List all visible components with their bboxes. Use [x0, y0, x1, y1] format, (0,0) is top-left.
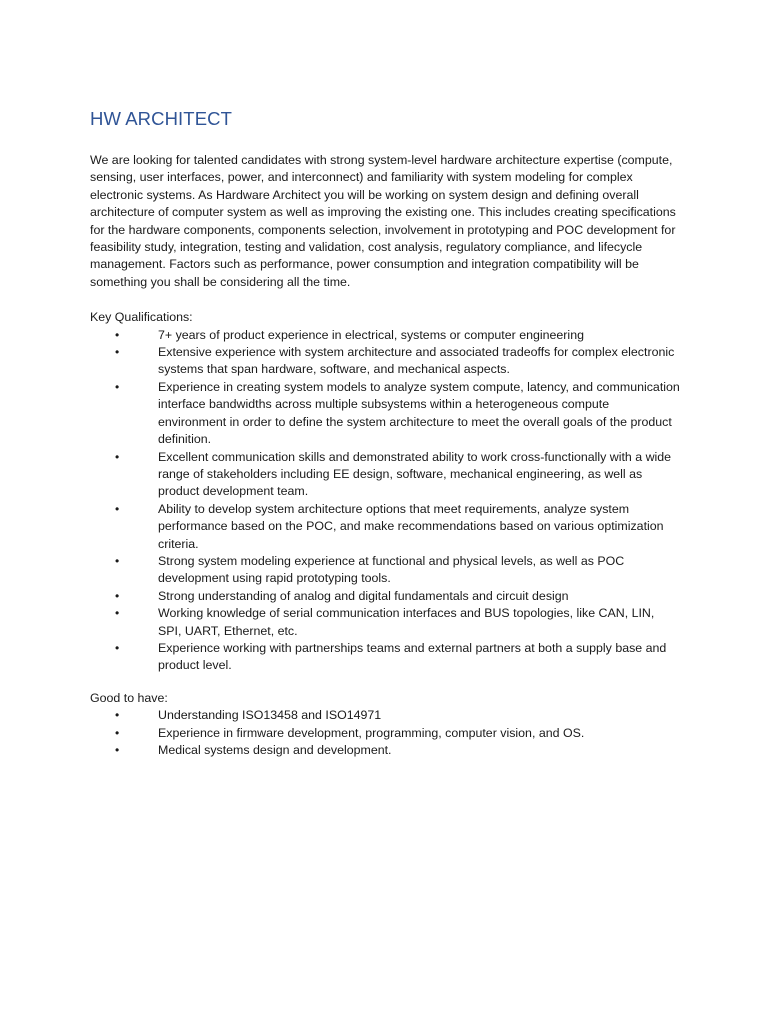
list-item-text: Excellent communication skills and demonstrated ability to work cross-functionally with a wide range of stakeholders including EE design, software, mechanical engineering, as well as product development team. [158, 449, 672, 499]
bullet-icon: • [115, 501, 120, 516]
list-item [90, 379, 680, 449]
key-qualifications-heading: Key Qualifications: [90, 310, 193, 325]
list-item-text: Ability to develop system architecture options that meet requirements, analyze system performance based on the POC, and make recommendations based on various optimization criteria. [158, 501, 664, 551]
good-to-have-heading: Good to have: [90, 690, 168, 705]
list-item [90, 742, 680, 759]
bullet-icon: • [115, 640, 120, 655]
good-to-have-list [90, 707, 690, 759]
list-item-text: Experience in firmware development, programming, computer vision, and OS. [158, 725, 585, 740]
list-item [90, 327, 680, 344]
list-item [90, 588, 680, 605]
bullet-icon: • [115, 743, 120, 757]
list-item-text: Experience working with partnerships teams and external partners at both a supply base and product level. [158, 640, 667, 673]
document-page [90, 108, 690, 774]
list-item-text: Strong understanding of analog and digital fundamentals and circuit design [158, 588, 569, 603]
intro-paragraph: We are looking for talented candidates with strong system-level hardware architecture expertise (compute, sensing, user interfaces, power, and interconnect) and familiarity with system modeling for complex electronic systems. As Hardware Architect you will be working on system design and defining overall architecture of computer system as well as improving the existing one. This includes creating specifications for the hardware components, components selection, involvement in prototyping and POC development for feasibility study, integration, testing and validation, cost analysis, regulatory compliance, and lifecycle management. Factors such as performance, power consumption and integration compatibility will be something you shall be considering all the time. [90, 153, 676, 289]
list-item-text: Working knowledge of serial communication interfaces and BUS topologies, like CAN, LIN, SPI, UART, Ethernet, etc. [158, 606, 655, 638]
list-item-text: Understanding ISO13458 and ISO14971 [158, 708, 382, 723]
list-item-text: Medical systems design and development. [158, 743, 392, 757]
list-item-text: Experience in creating system models to analyze system compute, latency, and communication interface bandwidths across multiple subsystems within a heterogeneous compute environment in order to define the system architecture to meet the overall goals of the product definition. [158, 379, 680, 447]
list-item [90, 725, 680, 742]
list-item [90, 501, 680, 553]
list-item [90, 640, 680, 675]
key-qualifications-list [90, 327, 690, 675]
list-item [90, 553, 680, 588]
list-item-text: 7+ years of product experience in electrical, systems or computer engineering [158, 327, 584, 342]
bullet-icon: • [115, 379, 120, 394]
list-item-text: Extensive experience with system architecture and associated tradeoffs for complex electronic systems that span hardware, software, and mechanical aspects. [158, 345, 675, 377]
list-item [90, 344, 680, 379]
bullet-icon: • [115, 725, 120, 740]
list-item [90, 707, 680, 724]
bullet-icon: • [115, 553, 120, 568]
bullet-icon: • [115, 327, 120, 342]
bullet-icon: • [115, 449, 120, 464]
list-item-text: Strong system modeling experience at functional and physical levels, as well as POC development using rapid prototyping tools. [158, 553, 625, 586]
page-title: HW ARCHITECT [90, 108, 233, 129]
list-item [90, 605, 680, 640]
bullet-icon: • [115, 588, 120, 603]
bullet-icon: • [115, 708, 120, 723]
bullet-icon: • [115, 606, 120, 621]
list-item [90, 449, 680, 501]
bullet-icon: • [115, 345, 120, 360]
